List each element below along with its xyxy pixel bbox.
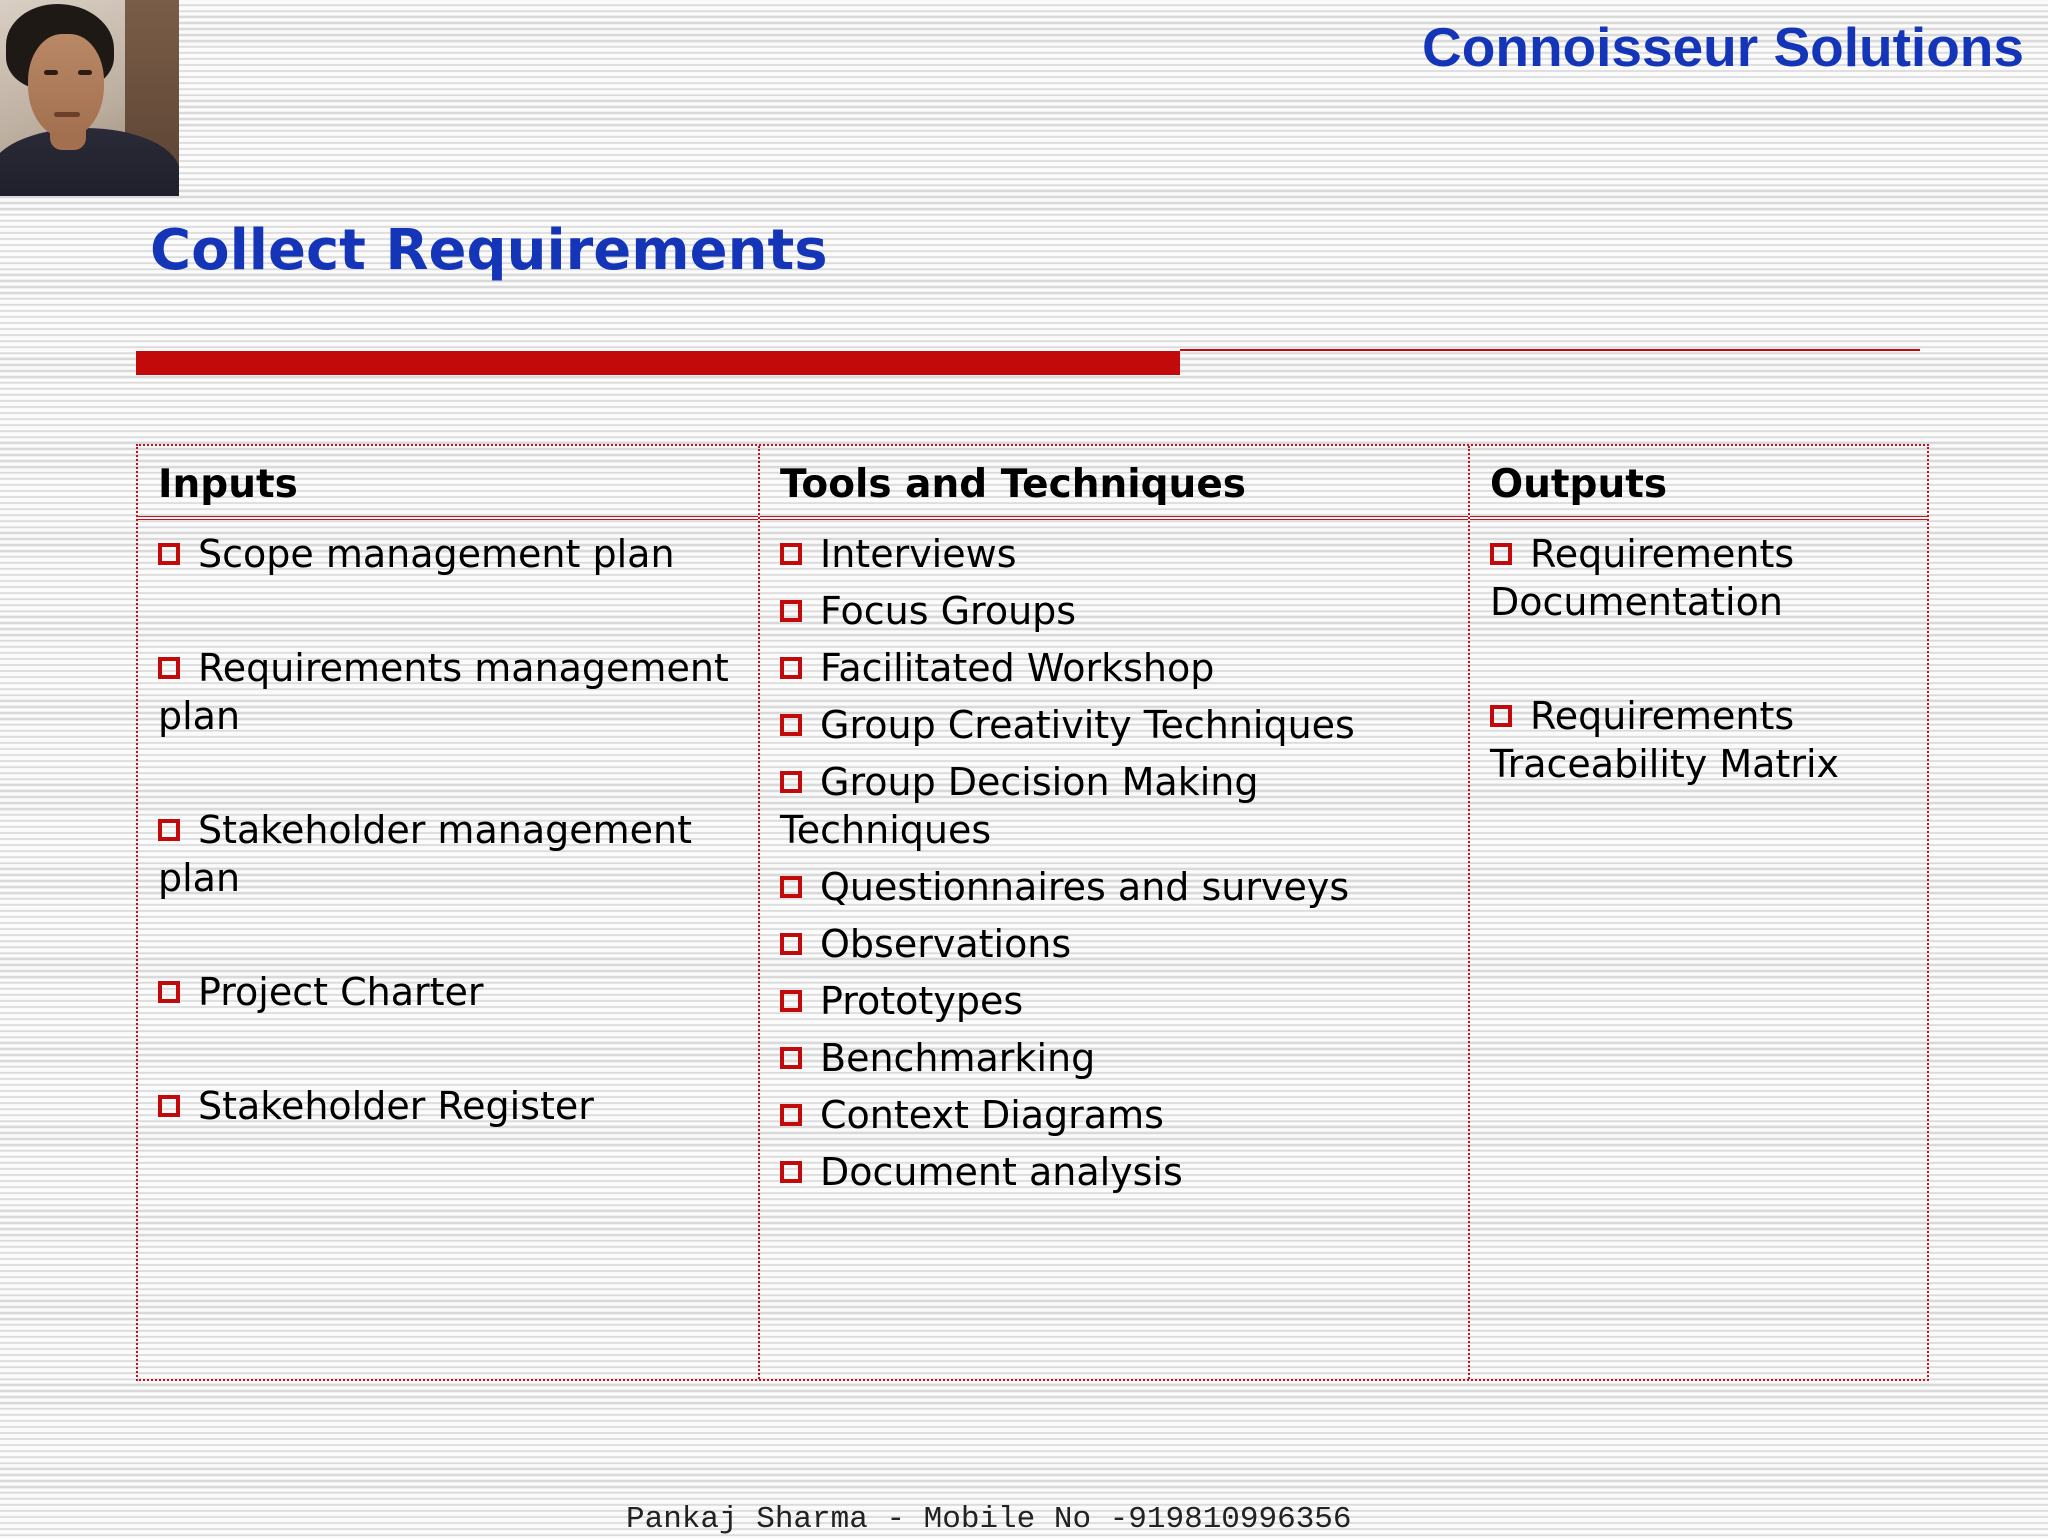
tools-list bbox=[760, 520, 1468, 1196]
list-item bbox=[158, 1082, 746, 1130]
list-item-text: Project Charter bbox=[198, 970, 484, 1014]
list-item bbox=[780, 701, 1456, 749]
list-item bbox=[780, 758, 1456, 854]
list-item-text: Stakeholder management plan bbox=[158, 808, 692, 900]
inputs-header: Inputs bbox=[138, 446, 758, 520]
list-item bbox=[780, 587, 1456, 635]
tools-header: Tools and Techniques bbox=[760, 446, 1468, 520]
hollow-square-bullet-icon bbox=[780, 600, 802, 622]
list-item-text: Prototypes bbox=[820, 979, 1024, 1023]
photo-eye-right bbox=[78, 70, 92, 75]
hollow-square-bullet-icon bbox=[158, 657, 180, 679]
hollow-square-bullet-icon bbox=[1490, 543, 1512, 565]
company-name: Connoisseur Solutions bbox=[1422, 16, 2024, 78]
presenter-photo bbox=[0, 0, 179, 196]
hollow-square-bullet-icon bbox=[158, 543, 180, 565]
list-item-text: Scope management plan bbox=[198, 532, 675, 576]
list-item-text: Stakeholder Register bbox=[198, 1084, 594, 1128]
outputs-header: Outputs bbox=[1470, 446, 1927, 520]
list-item bbox=[780, 1148, 1456, 1196]
list-item-text: Requirements Documentation bbox=[1490, 532, 1795, 624]
photo-eye-left bbox=[44, 70, 58, 75]
hollow-square-bullet-icon bbox=[780, 876, 802, 898]
hollow-square-bullet-icon bbox=[158, 819, 180, 841]
list-item-text: Facilitated Workshop bbox=[820, 646, 1215, 690]
hollow-square-bullet-icon bbox=[780, 1047, 802, 1069]
list-item bbox=[780, 920, 1456, 968]
hollow-square-bullet-icon bbox=[158, 1095, 180, 1117]
inputs-column bbox=[138, 446, 758, 1379]
footer-contact: Pankaj Sharma - Mobile No -919810996356 bbox=[626, 1502, 1352, 1537]
hollow-square-bullet-icon bbox=[780, 714, 802, 736]
hollow-square-bullet-icon bbox=[780, 1104, 802, 1126]
list-item bbox=[158, 968, 746, 1016]
tools-column bbox=[758, 446, 1468, 1379]
list-item-text: Group Decision Making Techniques bbox=[780, 760, 1259, 852]
process-table bbox=[136, 444, 1929, 1381]
list-item-text: Context Diagrams bbox=[820, 1093, 1164, 1137]
list-item bbox=[780, 644, 1456, 692]
list-item bbox=[1490, 692, 1915, 788]
outputs-list bbox=[1470, 520, 1927, 788]
hollow-square-bullet-icon bbox=[158, 981, 180, 1003]
title-underline-bar bbox=[136, 351, 1180, 375]
list-item-text: Document analysis bbox=[820, 1150, 1183, 1194]
list-item bbox=[158, 644, 746, 740]
list-item bbox=[780, 863, 1456, 911]
list-item-text: Requirements Traceability Matrix bbox=[1490, 694, 1839, 786]
hollow-square-bullet-icon bbox=[780, 1161, 802, 1183]
list-item bbox=[158, 530, 746, 578]
hollow-square-bullet-icon bbox=[780, 990, 802, 1012]
hollow-square-bullet-icon bbox=[780, 933, 802, 955]
list-item bbox=[158, 806, 746, 902]
list-item bbox=[780, 1091, 1456, 1139]
title-underline-rule bbox=[1180, 349, 1920, 351]
list-item-text: Group Creativity Techniques bbox=[820, 703, 1355, 747]
hollow-square-bullet-icon bbox=[1490, 705, 1512, 727]
list-item bbox=[780, 1034, 1456, 1082]
hollow-square-bullet-icon bbox=[780, 771, 802, 793]
list-item bbox=[780, 530, 1456, 578]
list-item bbox=[1490, 530, 1915, 626]
list-item-text: Interviews bbox=[820, 532, 1017, 576]
list-item-text: Benchmarking bbox=[820, 1036, 1096, 1080]
list-item-text: Requirements management plan bbox=[158, 646, 729, 738]
inputs-list bbox=[138, 520, 758, 1130]
hollow-square-bullet-icon bbox=[780, 657, 802, 679]
list-item bbox=[780, 977, 1456, 1025]
photo-face bbox=[28, 34, 104, 138]
slide-title: Collect Requirements bbox=[150, 218, 828, 283]
photo-mouth bbox=[54, 112, 80, 117]
outputs-column bbox=[1468, 446, 1927, 1379]
hollow-square-bullet-icon bbox=[780, 543, 802, 565]
list-item-text: Observations bbox=[820, 922, 1072, 966]
list-item-text: Questionnaires and surveys bbox=[820, 865, 1350, 909]
list-item-text: Focus Groups bbox=[820, 589, 1077, 633]
